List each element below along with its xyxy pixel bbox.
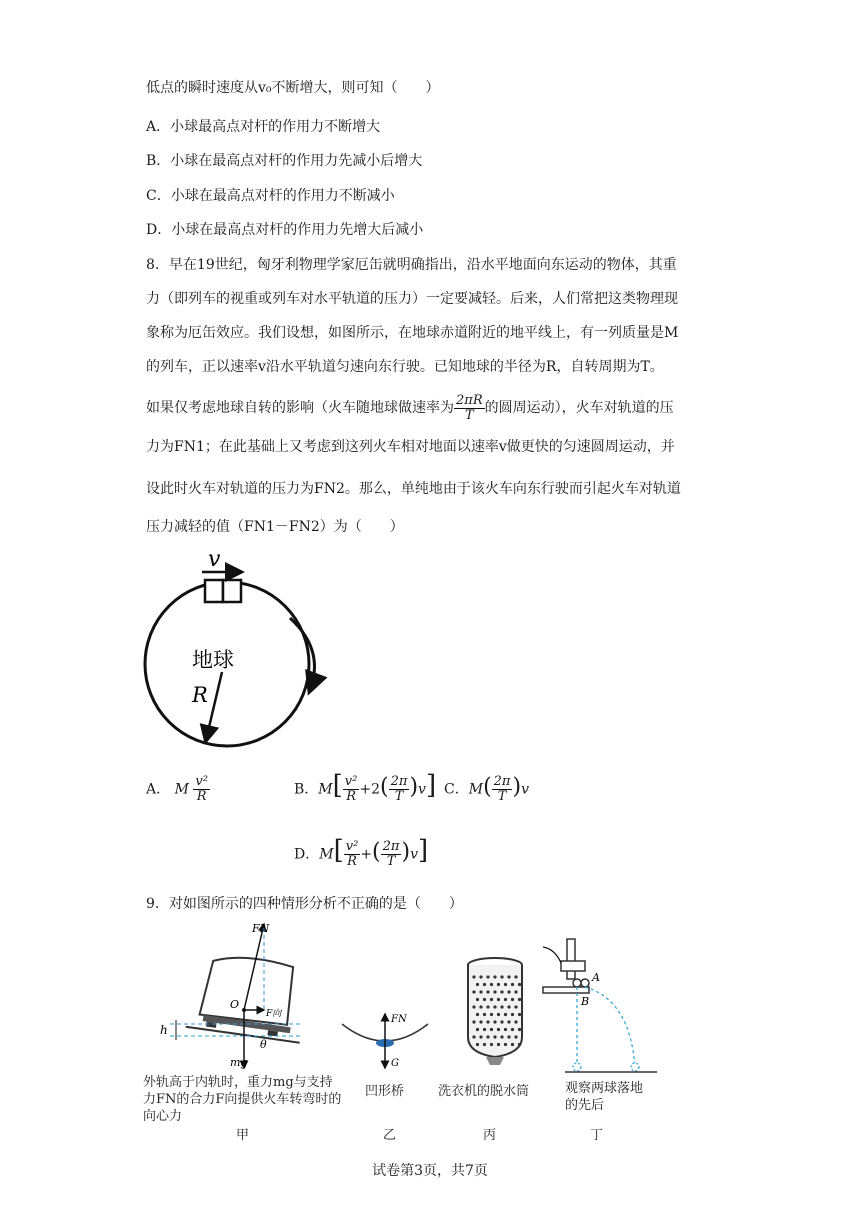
drum-hole — [479, 1020, 482, 1023]
drum-hole — [476, 983, 479, 986]
earth-figure — [140, 547, 340, 750]
drum-hole — [472, 1020, 475, 1023]
figure-yi-bridge — [340, 1010, 430, 1070]
q8-fraction-denominator: T — [464, 407, 474, 423]
drum-hole — [493, 975, 496, 978]
drum-hole — [500, 975, 503, 978]
drum-hole — [514, 1035, 517, 1038]
drum-hole — [514, 975, 517, 978]
jia-h-label: h — [160, 1023, 168, 1037]
q9-stem: 9．对如图所示的四种情形分析不正确的是（ ） — [146, 896, 463, 912]
drum-hole — [518, 1028, 521, 1031]
drum-hole — [472, 1035, 475, 1038]
drum-hole — [514, 1020, 517, 1023]
drum-hole — [514, 1005, 517, 1008]
drum-hole — [500, 1035, 503, 1038]
q8-line-7: 设此时火车对轨道的压力为FN2。那么，单纯地由于该火车向东行驶而引起火车对轨道 — [146, 481, 681, 497]
drum-hole — [486, 990, 489, 993]
drum-hole — [511, 1043, 514, 1046]
q8-line-5-post: 的圆周运动），火车对轨道的压 — [484, 400, 674, 416]
ding-b-label: B — [581, 995, 590, 1008]
drum-hole — [476, 998, 479, 1001]
drum-hole — [518, 1013, 521, 1016]
drum-hole — [472, 1005, 475, 1008]
drum-hole — [483, 1013, 486, 1016]
jia-o-label: O — [230, 998, 240, 1011]
q7-option-d: D．小球在最高点对杆的作用力先增大后减小 — [146, 222, 424, 238]
drum-hole — [518, 998, 521, 1001]
q7-option-c: C．小球在最高点对杆的作用力不断减小 — [146, 188, 395, 204]
drum-hole — [497, 983, 500, 986]
drum-hole — [472, 975, 475, 978]
ding-caption: 观察两球落地的先后 — [565, 1081, 644, 1113]
q8-line-3: 象称为厄缶效应。我们设想，如图所示，在地球赤道附近的地平线上，有一列质量是M — [146, 325, 679, 341]
q8-fraction — [454, 394, 485, 423]
q8-option-b: B．M[ $\frac{\text{v²}}{R}$ +2( $\frac{2\pi}{T}$ )v] — [294, 770, 437, 804]
drum-hole — [518, 983, 521, 986]
drum-hole — [483, 1028, 486, 1031]
drum-hole — [493, 1035, 496, 1038]
drum-hole — [497, 1028, 500, 1031]
drum-hole — [490, 1043, 493, 1046]
drum-hole — [518, 1043, 521, 1046]
drum-hole — [507, 1035, 510, 1038]
drum-hole — [504, 1043, 507, 1046]
drum-hole — [507, 990, 510, 993]
drum-hole — [497, 1013, 500, 1016]
drum-hole — [500, 1020, 503, 1023]
q8-fraction-numerator: 2πR — [456, 392, 483, 408]
drum-hole — [483, 1043, 486, 1046]
drum-hole — [500, 1005, 503, 1008]
drum-hole — [504, 1028, 507, 1031]
drum-hole — [507, 975, 510, 978]
drum-hole — [507, 1020, 510, 1023]
q7-stem-tail: 低点的瞬时速度从v₀不断增大，则可知（ ） — [146, 80, 440, 96]
drum-hole — [479, 1035, 482, 1038]
q8-option-a: A． M $\frac{\text{v²}}{R}$ — [146, 774, 208, 804]
q8-line-6: 力为FN1；在此基础上又考虑到这列火车相对地面以速率v做更快的匀速圆周运动，并 — [146, 439, 675, 455]
drum-hole — [504, 998, 507, 1001]
jia-tag: 甲 — [236, 1128, 250, 1143]
q8-option-c: C．M( $\frac{2\pi}{T}$ )v — [444, 774, 529, 804]
drum-hole — [486, 1005, 489, 1008]
page-footer: 试卷第3页，共7页 — [372, 1163, 488, 1179]
drum-hole — [476, 1043, 479, 1046]
drum-hole — [476, 1028, 479, 1031]
q8-option-a-fraction: $\frac{\text{v²}}{R}$ — [195, 774, 208, 804]
drum-hole — [479, 990, 482, 993]
drum-hole — [479, 975, 482, 978]
radius-label: R — [192, 683, 208, 707]
drum-hole — [507, 1005, 510, 1008]
q8-line-5 — [146, 388, 674, 428]
drum-hole — [511, 998, 514, 1001]
bing-caption: 洗衣机的脱水筒 — [438, 1084, 530, 1099]
q8-line-4: 的列车，正以速率v沿水平轨道匀速向东行驶。已知地球的半径为R，自转周期为T。 — [146, 359, 664, 375]
q7-option-b: B．小球在最高点对杆的作用力先减小后增大 — [146, 153, 423, 169]
drum-hole — [511, 1013, 514, 1016]
train-right-car — [223, 580, 241, 602]
drum-hole — [497, 1043, 500, 1046]
yi-g-label: G — [391, 1058, 399, 1069]
earth-label: 地球 — [192, 648, 234, 672]
yi-caption: 凹形桥 — [365, 1084, 405, 1099]
drum-hole — [490, 1028, 493, 1031]
q8-option-d: D．M[ $\frac{\text{v²}}{R}$ +( $\frac{2\pi}{T}$ )v] — [294, 835, 429, 869]
drum-hole — [504, 1013, 507, 1016]
drum-hole — [483, 983, 486, 986]
drum-hole — [504, 983, 507, 986]
ding-tag: 丁 — [590, 1128, 604, 1143]
jia-mg-label: mg — [230, 1056, 248, 1069]
drum-hole — [483, 998, 486, 1001]
bing-tag: 丙 — [483, 1128, 497, 1143]
drum-hole — [493, 990, 496, 993]
drum-hole — [476, 1013, 479, 1016]
ding-a-label: A — [592, 971, 600, 984]
drum-hole — [511, 1028, 514, 1031]
drum-hole — [511, 983, 514, 986]
drum-hole — [493, 1005, 496, 1008]
jia-fxiang-label: F向 — [266, 1009, 282, 1019]
drum-hole — [486, 1020, 489, 1023]
drum-hole — [490, 1013, 493, 1016]
jia-theta-label: θ — [260, 1038, 267, 1051]
q8-line-8: 压力减轻的值（FN1－FN2）为（ ） — [146, 519, 404, 535]
drum-hole — [493, 1020, 496, 1023]
drum-hole — [486, 975, 489, 978]
figure-jia-train — [140, 920, 340, 1070]
q8-line-1: 8．早在19世纪，匈牙利物理学家厄缶就明确指出，沿水平地面向东运动的物体，其重 — [146, 257, 677, 273]
drum-hole — [490, 998, 493, 1001]
drum-hole — [497, 998, 500, 1001]
drum-hole — [500, 990, 503, 993]
yi-tag: 乙 — [383, 1128, 397, 1143]
drum-hole — [514, 990, 517, 993]
drum-hole — [479, 1005, 482, 1008]
drum-hole — [486, 1035, 489, 1038]
jia-fn-label: FN — [252, 922, 270, 935]
jia-caption: 外轨高于内轨时，重力mg与支持力FN的合力F向提供火车转弯时的向心力 — [143, 1075, 342, 1124]
drum-hole — [472, 990, 475, 993]
q8-line-5-pre: 如果仅考虑地球自转的影响（火车随地球做速率为 — [146, 400, 454, 416]
q7-option-a: A．小球最高点对杆的作用力不断增大 — [146, 119, 381, 135]
velocity-label: v — [208, 547, 221, 572]
train-left-car — [205, 580, 223, 602]
q8-option-a-letter: A． — [146, 781, 171, 798]
yi-fn-label: FN — [391, 1014, 407, 1025]
radius-arrow — [206, 672, 222, 740]
figure-ding-balls — [535, 935, 660, 1085]
figure-bing-drum — [460, 955, 530, 1075]
drum-hole — [490, 983, 493, 986]
q8-line-2: 力（即列车的视重或列车对水平轨道的压力）一定要减轻。后来，人们常把这类物理现 — [146, 291, 678, 307]
